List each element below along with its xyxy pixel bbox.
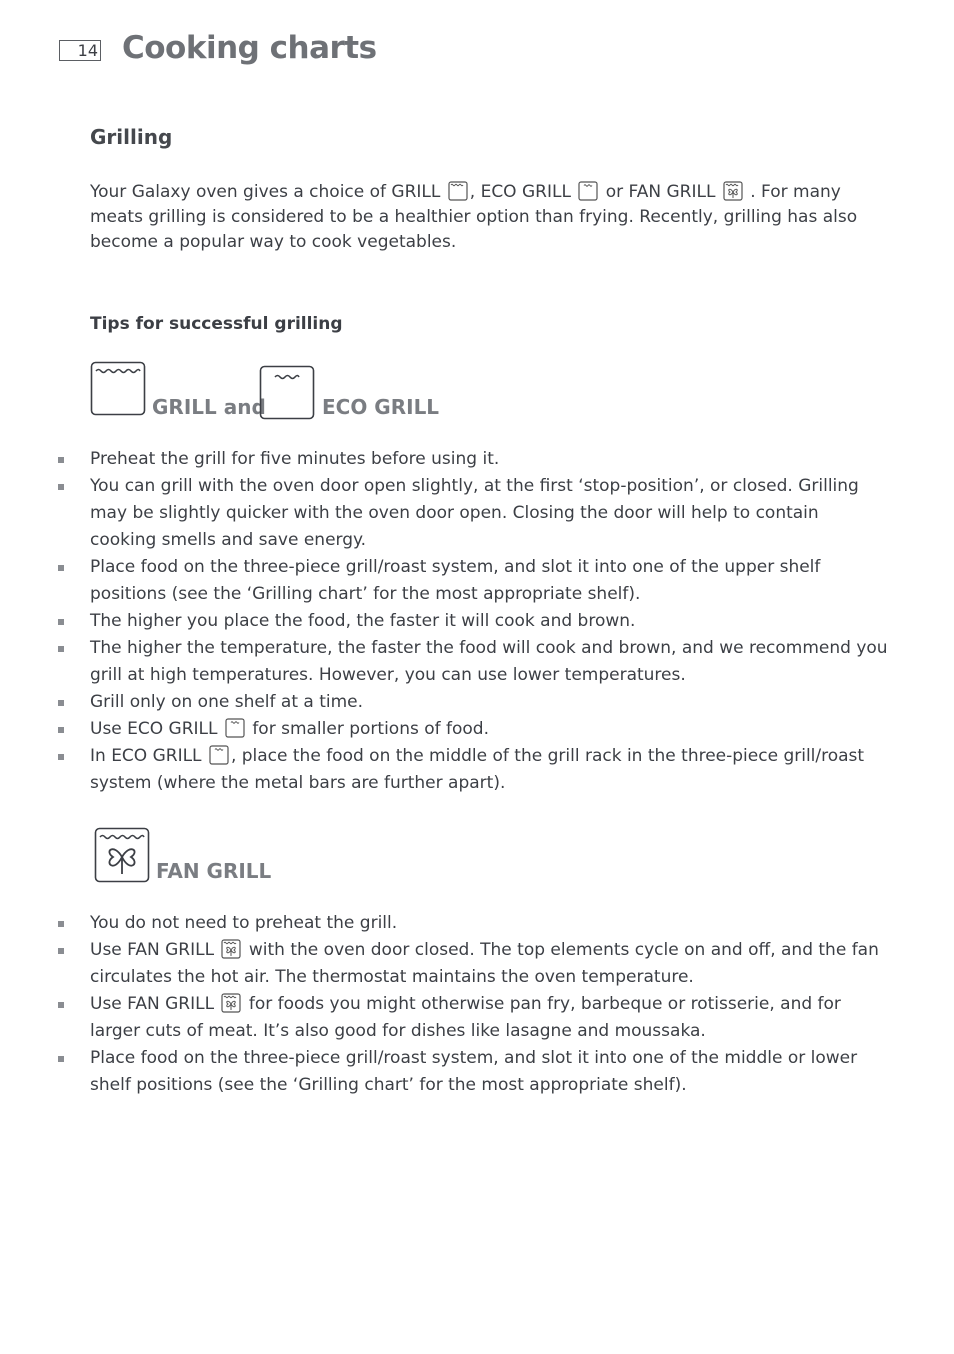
list-item: Preheat the grill for five minutes before using it. xyxy=(0,446,890,473)
intro-text-3: or FAN GRILL xyxy=(605,182,716,202)
page-number: 14 xyxy=(59,40,101,61)
eco-grill-icon xyxy=(209,745,229,765)
grill-label: GRILL and xyxy=(152,395,266,419)
fan-grill-icon xyxy=(221,993,241,1013)
fan-grill-tips-list xyxy=(0,910,954,1099)
list-item: You do not need to preheat the grill. xyxy=(0,910,890,937)
page-title: Cooking charts xyxy=(122,30,377,66)
grill-icon xyxy=(448,181,468,201)
fan-grill-icon xyxy=(94,827,150,883)
eco-grill-icon xyxy=(259,365,315,420)
list-item: The higher you place the food, the faster it will cook and brown. xyxy=(0,608,890,635)
fan-grill-icon xyxy=(723,181,743,201)
grill-tips-list xyxy=(0,446,954,797)
intro-paragraph xyxy=(90,180,890,255)
eco-grill-icon xyxy=(578,181,598,201)
list-item: Use FAN GRILL for foods you might otherwise pan fry, barbeque or rotisserie, and for larger cuts of meat. It’s also good for dishes like lasagne and moussaka. xyxy=(0,991,890,1045)
section-heading: Grilling xyxy=(90,125,173,149)
list-item: Place food on the three-piece grill/roast system, and slot it into one of the middle or lower shelf positions (see the ‘Grilling chart’ for the most appropriate shelf). xyxy=(0,1045,890,1099)
list-item: Grill only on one shelf at a time. xyxy=(0,689,890,716)
tips-heading: Tips for successful grilling xyxy=(90,314,343,334)
list-item: You can grill with the oven door open slightly, at the first ‘stop-position’, or closed. Grilling may be slightly quicker with the oven door open. Closing the door will help to contain cooking smells and save energy. xyxy=(0,473,890,554)
list-item: The higher the temperature, the faster the food will cook and brown, and we recommend you grill at high temperatures. However, you can use lower temperatures. xyxy=(0,635,890,689)
list-item: Use ECO GRILL for smaller portions of food. xyxy=(0,716,890,743)
intro-text-2: , ECO GRILL xyxy=(469,182,571,202)
grill-icon xyxy=(90,361,146,416)
intro-text-4: . For many meats grilling is considered to be a healthier option than frying. Recently, grilling has also become a popular way to cook vegetables. xyxy=(90,182,858,252)
eco-grill-label: ECO GRILL xyxy=(322,395,440,419)
list-item: Use FAN GRILL with the oven door closed. The top elements cycle on and off, and the fan circulates the hot air. The thermostat maintains the oven temperature. xyxy=(0,937,890,991)
eco-grill-icon xyxy=(225,718,245,738)
list-item: Place food on the three-piece grill/roast system, and slot it into one of the upper shelf positions (see the ‘Grilling chart’ for the most appropriate shelf). xyxy=(0,554,890,608)
fan-grill-label: FAN GRILL xyxy=(156,859,272,883)
list-item: In ECO GRILL , place the food on the middle of the grill rack in the three-piece grill/roast system (where the metal bars are further apart). xyxy=(0,743,890,797)
intro-text-1: Your Galaxy oven gives a choice of GRILL xyxy=(90,182,441,202)
fan-grill-icon xyxy=(221,939,241,959)
